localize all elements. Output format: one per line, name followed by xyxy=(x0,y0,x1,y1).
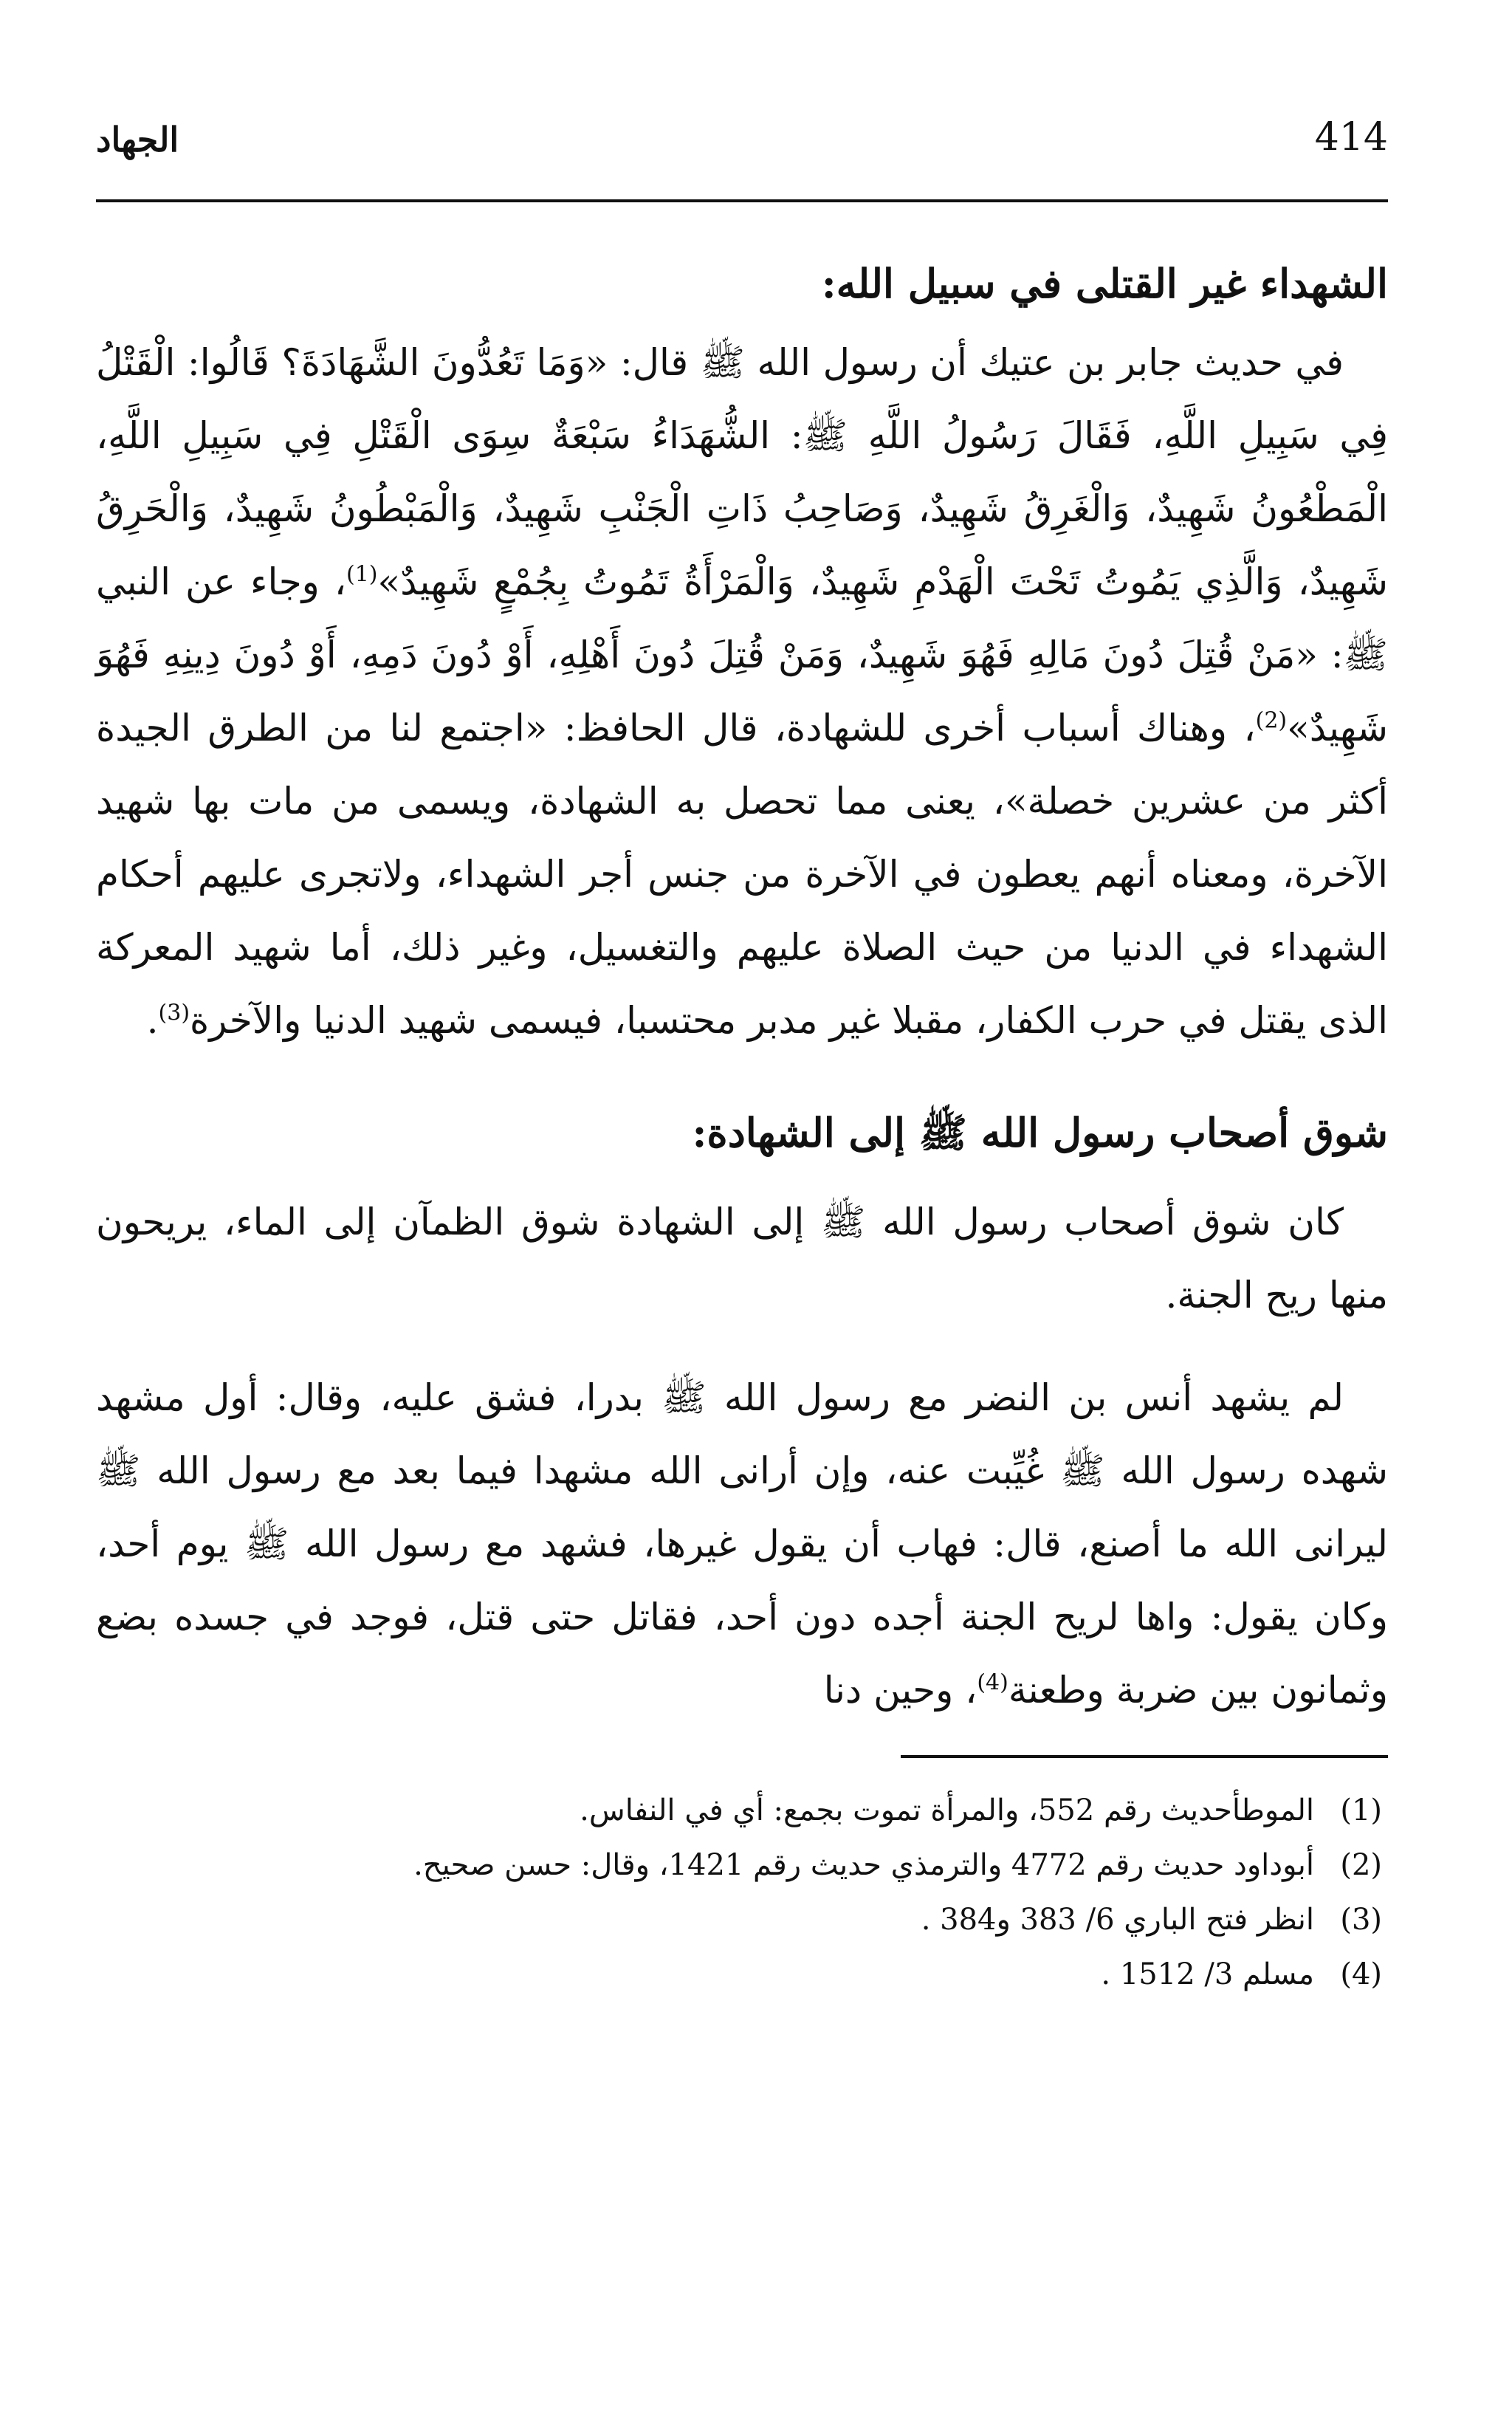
paragraph-text: ، وجاء عن النبي ﷺ: «مَنْ قُتِلَ دُونَ مَالِهِ فَهُوَ شَهِيدٌ، وَمَنْ قُتِلَ دُونَ أَهْلِهِ، أَوْ دُونَ دَمِهِ، أَوْ دُونَ دِينِهِ فَهُوَ شَهِيدٌ» xyxy=(96,560,1388,749)
footnote-number: (2) xyxy=(1340,1848,1382,1882)
page-header xyxy=(96,111,1388,202)
footnote-text: انظر فتح الباري 6/ 383 و384 . xyxy=(921,1903,1314,1937)
paragraph-text: كان شوق أصحاب رسول الله ﷺ إلى الشهادة شوق الظمآن إلى الماء، يريحون منها ريح الجنة. xyxy=(96,1201,1388,1316)
footnote-text: مسلم 3/ 1512 . xyxy=(1101,1957,1314,1991)
footnote-ref: (1) xyxy=(346,561,378,588)
paragraph-text: لم يشهد أنس بن النضر مع رسول الله ﷺ بدرا، فشق عليه، وقال: أول مشهد شهده رسول الله ﷺ غُيِّبت عنه، وإن أرانى الله مشهدا فيما بعد مع رسول الله ﷺ ليرانى الله ما أصنع، قال: فهاب أن يقول غيرها، فشهد مع رسول الله ﷺ يوم أحد، وكان يقول: واها لريح الجنة أجده دون أحد، فقاتل حتى قتل، فوجد في جسده بضع وثمانون بين ضربة وطعنة xyxy=(96,1376,1388,1712)
paragraph xyxy=(96,1186,1388,1332)
paragraph xyxy=(96,326,1388,1057)
section-title-companions: شوق أصحاب رسول الله ﷺ إلى الشهادة: xyxy=(692,1109,1388,1156)
page-body xyxy=(96,260,1388,2002)
footnote-item xyxy=(96,1838,1388,1892)
paragraph-text: في حديث جابر بن عتيك أن رسول الله ﷺ قال: «وَمَا تَعُدُّونَ الشَّهَادَةَ؟ قَالُوا: الْقَتْلُ فِي سَبِيلِ اللَّهِ، فَقَالَ رَسُولُ اللَّهِ ﷺ: الشُّهَدَاءُ سَبْعَةٌ سِوَى الْقَتْلِ فِي سَبِيلِ اللَّهِ، الْمَطْعُونُ شَهِيدٌ، وَالْغَرِقُ شَهِيدٌ، وَصَاحِبُ ذَاتِ الْجَنْبِ شَهِيدٌ، وَالْمَبْطُونُ شَهِيدٌ، وَالْحَرِقُ شَهِيدٌ، وَالَّذِي يَمُوتُ تَحْتَ الْهَدْمِ شَهِيدٌ، وَالْمَرْأَةُ تَمُوتُ بِجُمْعٍ شَهِيدٌ» xyxy=(96,341,1388,603)
book-page xyxy=(96,111,1388,2326)
footnote-number: (3) xyxy=(1340,1903,1382,1937)
paragraph-text: ، وهناك أسباب أخرى للشهادة، قال الحافظ: «اجتمع لنا من الطرق الجيدة أكثر من عشرين خصلة»، يعنى مما تحصل به الشهادة، ويسمى من مات بها شهيد الآخرة، ومعناه أنهم يعطون في الآخرة من جنس أجر الشهداء، ولاتجرى عليهم أحكام الشهداء في الدنيا من حيث الصلاة عليهم والتغسيل، وغير ذلك، أما شهيد المعركة الذى يقتل في حرب الكفار، مقبلا غير مدبر محتسبا، فيسمى شهيد الدنيا والآخرة xyxy=(96,707,1388,1042)
footnote-ref: (2) xyxy=(1255,707,1288,734)
paragraph xyxy=(96,1362,1388,1727)
footnote-number: (4) xyxy=(1340,1957,1382,1991)
page-number: 414 xyxy=(1314,115,1388,159)
footnotes xyxy=(96,1783,1388,2002)
footnote-item xyxy=(96,1947,1388,2002)
footnote-item xyxy=(96,1783,1388,1838)
footnote-ref: (4) xyxy=(977,1669,1008,1696)
footnote-ref: (3) xyxy=(158,1000,190,1026)
footnote-text: الموطأحديث رقم 552، والمرأة تموت بجمع: أي في النفاس. xyxy=(580,1793,1314,1827)
section-title-martyrs: الشهداء غير القتلى في سبيل الله: xyxy=(821,260,1388,307)
paragraph-text: . xyxy=(146,999,159,1042)
footnote-divider xyxy=(901,1755,1388,1758)
running-head: الجهاد xyxy=(96,120,179,159)
footnote-text: أبوداود حديث رقم 4772 والترمذي حديث رقم 1421، وقال: حسن صحيح. xyxy=(413,1848,1314,1882)
footnote-number: (1) xyxy=(1340,1793,1382,1827)
paragraph-text: ، وحين دنا xyxy=(823,1669,977,1712)
footnote-item xyxy=(96,1892,1388,1947)
